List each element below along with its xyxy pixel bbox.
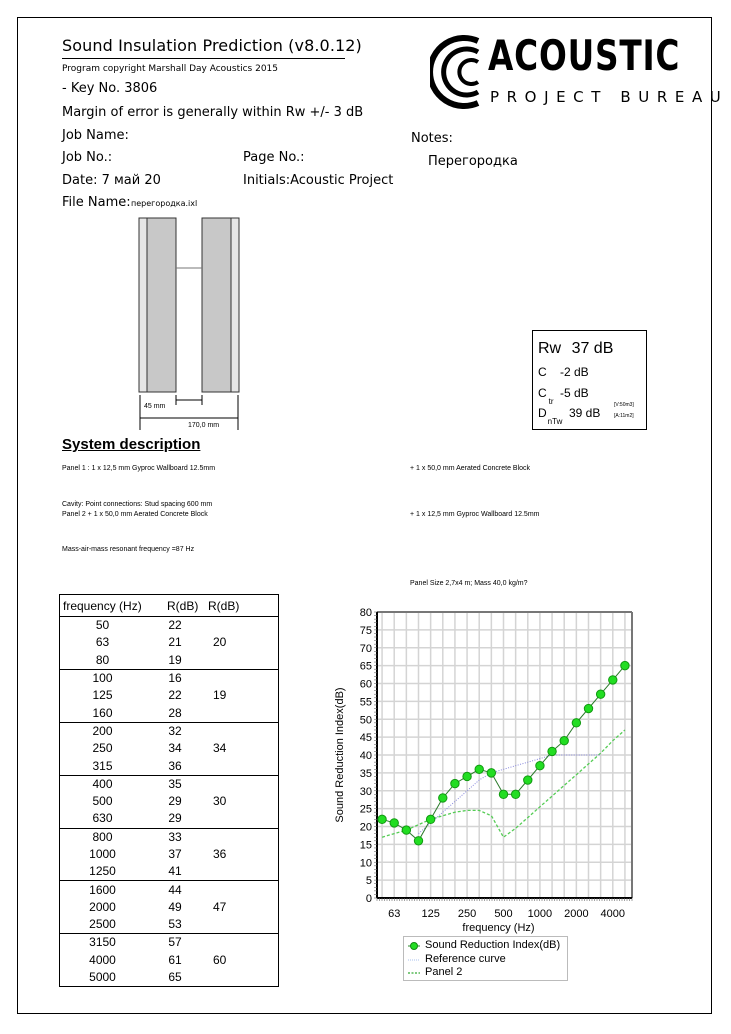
- frequency-cell: 160: [60, 704, 146, 722]
- r-value-cell: 53: [145, 916, 205, 934]
- legend-label-reference: Reference curve: [425, 953, 506, 965]
- x-tick-label: 4000: [600, 908, 626, 920]
- chart-legend: [403, 936, 568, 981]
- rating-summary-box: [532, 330, 647, 430]
- table-row: [60, 899, 279, 916]
- table-row: [60, 704, 279, 722]
- rw-value: 37 dB: [571, 340, 614, 357]
- table-row: [60, 810, 279, 828]
- octave-r-cell: [205, 969, 279, 987]
- table-row: [60, 757, 279, 775]
- y-tick-label: 15: [359, 839, 372, 852]
- octave-r-cell: [205, 669, 279, 687]
- notes-text: Перегородка: [428, 154, 518, 169]
- margin-note: Margin of error is generally within Rw +/- 3 dB: [62, 105, 364, 120]
- r-value-cell: 19: [145, 652, 205, 670]
- frequency-cell: 80: [60, 652, 146, 670]
- r-value-cell: 29: [145, 810, 205, 828]
- sri-data-point: [451, 779, 459, 787]
- file-name-label: File Name:: [62, 195, 131, 210]
- green-circle-marker-icon: [408, 941, 420, 951]
- x-tick-label: 1000: [527, 908, 553, 920]
- dashed-line-icon: [408, 968, 420, 978]
- dntw-value: 39 dB: [569, 406, 601, 420]
- panel-size-note: Panel Size 2,7x4 m; Mass 40,0 kg/m?: [410, 580, 528, 587]
- octave-r-cell: 47: [213, 899, 227, 914]
- x-axis-title: frequency (Hz): [462, 922, 535, 934]
- y-tick-label: 25: [359, 803, 372, 816]
- y-tick-label: 20: [359, 821, 372, 834]
- frequency-cell: 200: [92, 723, 113, 738]
- frequency-cell: 1000: [89, 847, 116, 861]
- table-row: [60, 634, 279, 651]
- r-value-cell: 36: [145, 757, 205, 775]
- table-row: [60, 652, 279, 670]
- y-tick-label: 70: [359, 642, 372, 655]
- y-axis-title: Sound Reduction Index(dB): [334, 687, 346, 823]
- date-label: Date: 7 май 20: [62, 173, 161, 188]
- sri-data-point: [378, 815, 386, 823]
- table-row: [60, 775, 279, 793]
- frequency-cell: 2000: [89, 899, 116, 914]
- frequency-cell: 100: [92, 671, 113, 686]
- r-value-cell: 34: [168, 741, 182, 756]
- header-r-third-octave: R(dB): [145, 595, 205, 617]
- table-row: [60, 793, 279, 810]
- r-value-cell: 57: [168, 935, 182, 950]
- system-description-heading: System description: [62, 436, 201, 453]
- sound-waves-icon: [430, 33, 492, 111]
- chart-canvas: [325, 600, 645, 935]
- x-tick-label: 250: [457, 908, 477, 920]
- frequency-cell: 50: [95, 618, 110, 633]
- ctr-label: C: [538, 386, 547, 400]
- logo-wordmark: ACOUSTIC: [488, 31, 681, 80]
- table-row: [60, 969, 279, 987]
- total-width-label: 170,0 mm: [188, 422, 220, 429]
- rw-row: [538, 340, 613, 358]
- octave-r-cell: [205, 704, 279, 722]
- sri-data-point: [584, 704, 592, 712]
- table-row: [60, 934, 279, 952]
- wall-section-diagram: [130, 215, 250, 435]
- key-number: - Key No. 3806: [62, 81, 158, 96]
- y-tick-label: 50: [359, 714, 372, 727]
- y-tick-label: 35: [359, 767, 372, 780]
- octave-r-cell: [205, 881, 279, 899]
- frequency-cell: 1600: [89, 882, 116, 897]
- octave-r-cell: [205, 934, 279, 952]
- frequency-cell: 630: [60, 810, 146, 828]
- r-value-cell: 49: [168, 899, 182, 914]
- frequency-cell: 250: [92, 741, 113, 756]
- r-value-cell: 44: [168, 882, 182, 897]
- frequency-cell: 5000: [60, 969, 146, 987]
- panel2-description: Panel 2 + 1 x 50,0 mm Aerated Concrete Block: [62, 511, 208, 518]
- octave-r-cell: [205, 722, 279, 740]
- ctr-value: -5 dB: [560, 386, 589, 400]
- panel1-description: Panel 1 : 1 x 12,5 mm Gyproc Wallboard 12.5mm: [62, 465, 216, 472]
- frequency-cell: 3150: [89, 935, 116, 950]
- table-row: [60, 617, 279, 635]
- octave-r-cell: [205, 916, 279, 934]
- table-row: [60, 828, 279, 846]
- y-tick-label: 60: [359, 678, 372, 691]
- table-row: [60, 687, 279, 704]
- cavity-description: Cavity: Point connections: Stud spacing 600 mm: [62, 501, 213, 508]
- frequency-cell: 800: [92, 829, 113, 844]
- r-value-cell: 21: [168, 635, 182, 650]
- sri-data-point: [609, 676, 617, 684]
- y-tick-label: 5: [365, 875, 372, 888]
- r-value-cell: 41: [145, 863, 205, 881]
- table-row: [60, 881, 279, 899]
- notes-label: Notes:: [411, 131, 453, 146]
- octave-r-cell: [205, 775, 279, 793]
- page-no-label: Page No.:: [243, 150, 305, 165]
- sri-data-point: [426, 815, 434, 823]
- table-row: [60, 863, 279, 881]
- x-tick-label: 125: [421, 908, 440, 920]
- report-title: Sound Insulation Prediction (v8.0.12): [62, 36, 362, 55]
- ctr-subscript: tr: [548, 397, 554, 407]
- table-row: [60, 846, 279, 863]
- sri-data-point: [499, 790, 507, 798]
- sri-data-point: [475, 765, 483, 773]
- octave-r-cell: [205, 828, 279, 846]
- logo-subtitle: PROJECT BUREAU: [490, 88, 729, 106]
- sri-data-point: [439, 794, 447, 802]
- frequency-cell: 1250: [60, 863, 146, 881]
- c-label: C: [538, 365, 547, 379]
- sri-data-point: [536, 762, 544, 770]
- r-value-cell: 29: [168, 794, 182, 809]
- sri-data-point: [463, 772, 471, 780]
- r-value-cell: 61: [168, 952, 182, 967]
- dntw-subscript: nTw: [547, 417, 563, 427]
- octave-r-cell: 20: [213, 635, 227, 650]
- header-r-octave: R(dB): [205, 595, 279, 617]
- octave-r-cell: 19: [213, 688, 227, 703]
- panel1-extra-layer: + 1 x 50,0 mm Aerated Concrete Block: [410, 465, 531, 472]
- sri-data-point: [390, 819, 398, 827]
- sri-data-point: [402, 826, 410, 834]
- r-value-cell: 22: [168, 688, 182, 703]
- y-tick-label: 65: [359, 660, 372, 673]
- room-volume-note: [V:50m3]: [614, 402, 634, 408]
- sound-reduction-chart: [325, 600, 645, 990]
- sri-data-point: [511, 790, 519, 798]
- y-tick-label: 0: [365, 893, 372, 905]
- octave-r-cell: [205, 757, 279, 775]
- sri-data-point: [548, 747, 556, 755]
- r-value-cell: 16: [168, 671, 182, 686]
- title-underline: [62, 58, 345, 59]
- octave-r-cell: 30: [213, 794, 227, 809]
- frequency-cell: 500: [92, 794, 113, 809]
- y-tick-label: 10: [359, 857, 372, 870]
- x-tick-label: 63: [388, 908, 401, 920]
- r-value-cell: 22: [168, 618, 182, 633]
- c-value: -2 dB: [560, 365, 589, 379]
- frequency-table: [59, 594, 279, 987]
- dntw-label: D: [538, 406, 547, 420]
- octave-r-cell: 36: [213, 847, 227, 861]
- r-value-cell: 35: [168, 776, 182, 791]
- file-name-value: перегородка.ixl: [131, 199, 198, 208]
- y-tick-label: 55: [359, 696, 372, 709]
- panel2-extra-layer: + 1 x 12,5 mm Gyproc Wallboard 12.5mm: [410, 511, 540, 518]
- frequency-cell: 63: [95, 635, 110, 650]
- y-tick-label: 75: [359, 624, 372, 637]
- c-row: [538, 365, 589, 379]
- r-value-cell: 28: [145, 704, 205, 722]
- company-logo: [430, 31, 729, 109]
- initials-label: Initials:Acoustic Project: [243, 173, 394, 188]
- legend-label-sri: Sound Reduction Index(dB): [425, 939, 561, 951]
- cavity-width-label: 45 mm: [144, 403, 166, 410]
- sri-data-point: [487, 769, 495, 777]
- job-name-label: Job Name:: [62, 128, 129, 143]
- rw-label: Rw: [538, 340, 562, 357]
- copyright-text: Program copyright Marshall Day Acoustics 2015: [62, 64, 278, 74]
- r-value-cell: 65: [145, 969, 205, 987]
- table-row: [60, 740, 279, 757]
- sri-data-point: [524, 776, 532, 784]
- r-value-cell: 33: [168, 829, 182, 844]
- frequency-cell: 400: [92, 776, 113, 791]
- octave-r-cell: [205, 652, 279, 670]
- y-tick-label: 45: [359, 732, 372, 745]
- table-row: [60, 916, 279, 934]
- frequency-cell: 125: [92, 688, 113, 703]
- octave-r-cell: [205, 810, 279, 828]
- table-row: [60, 952, 279, 969]
- y-tick-label: 80: [359, 607, 372, 619]
- octave-r-cell: [205, 617, 279, 635]
- frequency-cell: 4000: [89, 952, 116, 967]
- sri-data-point: [414, 837, 422, 845]
- octave-r-cell: 34: [213, 741, 227, 756]
- header-frequency: frequency (Hz): [60, 595, 146, 617]
- resonant-frequency-note: Mass-air-mass resonant frequency =87 Hz: [62, 546, 195, 553]
- sri-data-point: [560, 737, 568, 745]
- table-header-row: [60, 595, 279, 617]
- r-value-cell: 32: [168, 723, 182, 738]
- octave-r-cell: [205, 863, 279, 881]
- legend-label-panel2: Panel 2: [425, 966, 463, 978]
- y-tick-label: 40: [359, 750, 372, 762]
- frequency-cell: 315: [60, 757, 146, 775]
- r-value-cell: 37: [168, 847, 182, 861]
- table-row: [60, 669, 279, 687]
- table-row: [60, 722, 279, 740]
- room-area-note: [A:11m2]: [614, 413, 634, 419]
- y-tick-label: 30: [359, 785, 372, 798]
- job-no-label: Job No.:: [62, 150, 113, 165]
- octave-r-cell: 60: [213, 952, 227, 967]
- frequency-cell: 2500: [60, 916, 146, 934]
- x-tick-label: 2000: [564, 908, 589, 920]
- x-tick-label: 500: [494, 908, 513, 920]
- sri-data-point: [621, 661, 629, 669]
- sri-data-point: [572, 719, 580, 727]
- sri-data-point: [596, 690, 604, 698]
- dotted-line-icon: [408, 955, 420, 965]
